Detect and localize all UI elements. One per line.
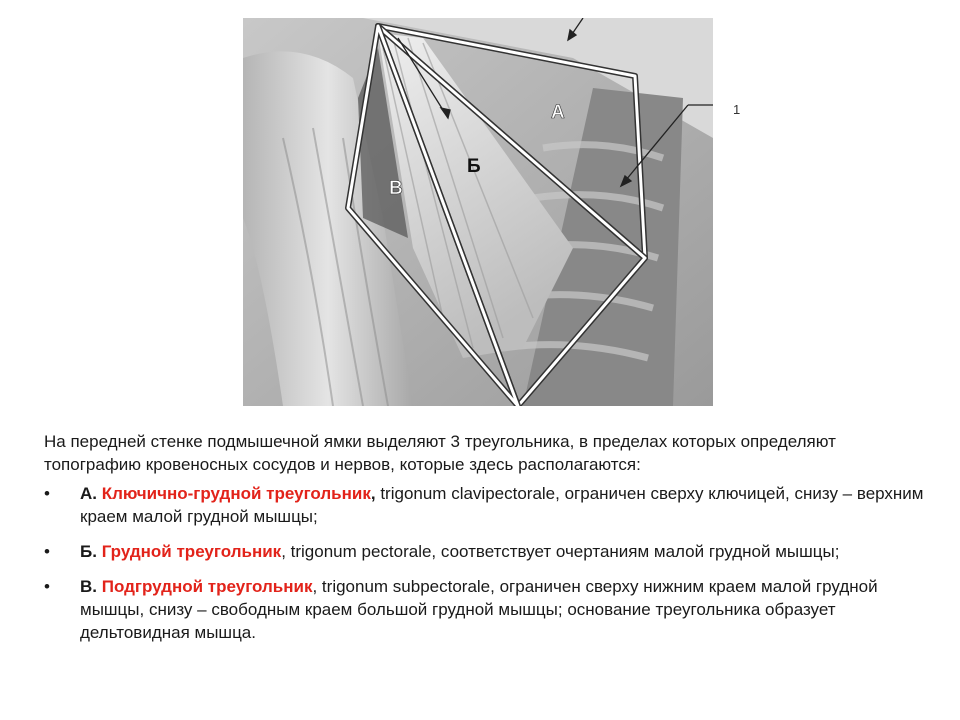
triangle-list (44, 482, 924, 644)
item-letter: Б. (80, 542, 97, 561)
bullet: • (44, 542, 50, 561)
item-letter: В. (80, 577, 97, 596)
intro-paragraph: На передней стенке подмышечной ямки выделяют 3 треугольника, в пределах которых определяют топографию кровеносных сосудов и нервов, которые здесь располагаются: (44, 432, 836, 474)
description-text (44, 430, 924, 656)
item-name: Ключично-грудной треугольник (101, 484, 371, 503)
list-item (44, 575, 924, 644)
bullet: • (44, 484, 50, 503)
item-name: Грудной треугольник (101, 542, 282, 561)
label-b: Б (467, 156, 481, 177)
figure-label-1: 1 (733, 102, 741, 117)
item-description: , trigonum subpectorale, ограничен сверху нижним краем малой грудной мышцы, снизу – свободным краем большой грудной мышцы; основание треугольника образует дельтовидная мышца. (80, 577, 878, 642)
item-letter: А. (80, 484, 97, 503)
bullet: • (44, 577, 50, 596)
anatomy-figure (243, 18, 713, 406)
item-comma: , (370, 484, 376, 503)
list-item (44, 540, 924, 563)
item-description: trigonum clavipectorale, ограничен сверху ключицей, снизу – верхним краем малой грудной мышцы; (80, 484, 924, 526)
list-item (44, 482, 924, 528)
item-name: Подгрудной треугольник (101, 577, 313, 596)
label-a: А (551, 102, 565, 123)
axillary-triangles-illustration (243, 18, 713, 406)
item-description: , trigonum pectorale, соответствует очертаниям малой грудной мышцы; (281, 542, 840, 561)
label-v: В (389, 178, 403, 199)
